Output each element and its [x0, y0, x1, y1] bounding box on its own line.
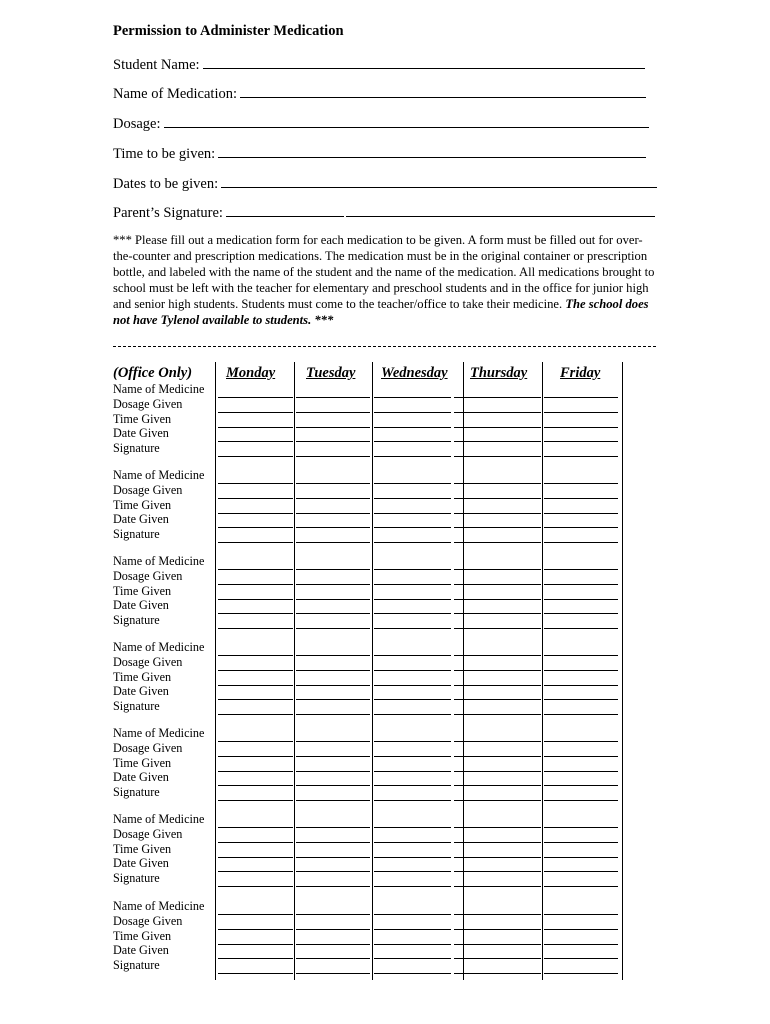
entry-line-thursday[interactable]: [454, 785, 541, 786]
time-given-field[interactable]: [113, 143, 646, 163]
entry-line-thursday[interactable]: [454, 741, 541, 742]
entry-line-thursday[interactable]: [454, 929, 541, 930]
entry-line-thursday[interactable]: [454, 886, 541, 887]
entry-line-friday[interactable]: [544, 584, 618, 585]
entry-line-friday[interactable]: [544, 827, 618, 828]
row-label-signature: Signature: [113, 958, 160, 973]
entry-line-tuesday[interactable]: [296, 714, 370, 715]
entry-line-monday[interactable]: [218, 483, 293, 484]
entry-line-wednesday[interactable]: [374, 412, 451, 413]
entry-line-thursday[interactable]: [454, 670, 541, 671]
entry-line-friday[interactable]: [544, 427, 618, 428]
entry-line-wednesday[interactable]: [374, 958, 451, 959]
entry-line-wednesday[interactable]: [374, 483, 451, 484]
entry-line-friday[interactable]: [544, 886, 618, 887]
entry-line-monday[interactable]: [218, 397, 293, 398]
row-label-dosage-given: Dosage Given: [113, 482, 183, 497]
entry-line-wednesday[interactable]: [374, 714, 451, 715]
dosage-field[interactable]: [113, 113, 649, 133]
entry-line-tuesday[interactable]: [296, 613, 370, 614]
row-label-time-given: Time Given: [113, 669, 172, 684]
entry-line-wednesday[interactable]: [374, 670, 451, 671]
entry-line-monday[interactable]: [218, 741, 293, 742]
entry-line-wednesday[interactable]: [374, 771, 451, 772]
entry-line-tuesday[interactable]: [296, 542, 370, 543]
entry-line-tuesday[interactable]: [296, 628, 370, 629]
row-label-name-of-medicine: Name of Medicine: [113, 554, 205, 568]
entry-line-thursday[interactable]: [454, 527, 541, 528]
entry-line-wednesday[interactable]: [374, 542, 451, 543]
entry-line-wednesday[interactable]: [374, 741, 451, 742]
row-label-signature: Signature: [113, 441, 160, 456]
entry-line-monday[interactable]: [218, 827, 293, 828]
entry-line-friday[interactable]: [544, 857, 618, 858]
row-label-signature: Signature: [113, 527, 160, 542]
entry-line-friday[interactable]: [544, 527, 618, 528]
entry-line-friday[interactable]: [544, 542, 618, 543]
row-label-dosage-given: Dosage Given: [113, 568, 183, 583]
entry-line-thursday[interactable]: [454, 857, 541, 858]
entry-line-friday[interactable]: [544, 785, 618, 786]
entry-line-friday[interactable]: [544, 441, 618, 442]
entry-line-tuesday[interactable]: [296, 944, 370, 945]
entry-line-monday[interactable]: [218, 670, 293, 671]
entry-line-friday[interactable]: [544, 498, 618, 499]
dosage-line[interactable]: [164, 113, 649, 128]
day-header-wednesday: Wednesday: [381, 365, 448, 381]
entry-line-wednesday[interactable]: [374, 842, 451, 843]
entry-line-monday[interactable]: [218, 886, 293, 887]
entry-line-tuesday[interactable]: [296, 741, 370, 742]
row-label-date-given: Date Given: [113, 512, 169, 527]
entry-line-wednesday[interactable]: [374, 441, 451, 442]
row-label-name-of-medicine: Name of Medicine: [113, 382, 205, 396]
entry-line-wednesday[interactable]: [374, 914, 451, 915]
entry-line-tuesday[interactable]: [296, 599, 370, 600]
row-label-date-given: Date Given: [113, 943, 169, 958]
entry-line-monday[interactable]: [218, 914, 293, 915]
entry-line-tuesday[interactable]: [296, 427, 370, 428]
entry-line-wednesday[interactable]: [374, 756, 451, 757]
entry-line-friday[interactable]: [544, 714, 618, 715]
student-name-line[interactable]: [203, 54, 645, 69]
row-label-date-given: Date Given: [113, 770, 169, 785]
medication-name-field[interactable]: [113, 83, 646, 103]
entry-line-thursday[interactable]: [454, 542, 541, 543]
row-label-name-of-medicine: Name of Medicine: [113, 899, 205, 913]
entry-line-friday[interactable]: [544, 513, 618, 514]
row-label-time-given: Time Given: [113, 755, 172, 770]
entry-line-thursday[interactable]: [454, 827, 541, 828]
entry-line-monday[interactable]: [218, 542, 293, 543]
entry-line-tuesday[interactable]: [296, 886, 370, 887]
entry-line-friday[interactable]: [544, 929, 618, 930]
entry-line-monday[interactable]: [218, 857, 293, 858]
entry-line-tuesday[interactable]: [296, 456, 370, 457]
entry-line-friday[interactable]: [544, 456, 618, 457]
row-label-date-given: Date Given: [113, 598, 169, 613]
column-divider: [463, 362, 464, 980]
entry-line-monday[interactable]: [218, 871, 293, 872]
entry-line-wednesday[interactable]: [374, 599, 451, 600]
entry-line-thursday[interactable]: [454, 914, 541, 915]
entry-line-thursday[interactable]: [454, 699, 541, 700]
medication-name-line[interactable]: [240, 83, 646, 98]
entry-line-thursday[interactable]: [454, 599, 541, 600]
student-name-label: Student Name:: [113, 57, 200, 73]
entry-line-wednesday[interactable]: [374, 655, 451, 656]
entry-line-wednesday[interactable]: [374, 886, 451, 887]
row-label-dosage-given: Dosage Given: [113, 740, 183, 755]
column-divider: [542, 362, 543, 980]
entry-line-monday[interactable]: [218, 655, 293, 656]
entry-line-tuesday[interactable]: [296, 483, 370, 484]
row-label-dosage-given: Dosage Given: [113, 654, 183, 669]
entry-line-tuesday[interactable]: [296, 670, 370, 671]
entry-line-thursday[interactable]: [454, 456, 541, 457]
entry-line-tuesday[interactable]: [296, 397, 370, 398]
entry-line-monday[interactable]: [218, 958, 293, 959]
dates-given-label: Dates to be given:: [113, 176, 219, 192]
entry-line-thursday[interactable]: [454, 771, 541, 772]
medication-name-label: Name of Medication:: [113, 86, 238, 102]
row-label-time-given: Time Given: [113, 497, 172, 512]
entry-line-tuesday[interactable]: [296, 412, 370, 413]
entry-line-friday[interactable]: [544, 914, 618, 915]
entry-line-wednesday[interactable]: [374, 569, 451, 570]
row-label-dosage-given: Dosage Given: [113, 913, 183, 928]
entry-line-wednesday[interactable]: [374, 584, 451, 585]
entry-line-wednesday[interactable]: [374, 397, 451, 398]
entry-line-wednesday[interactable]: [374, 613, 451, 614]
entry-line-friday[interactable]: [544, 670, 618, 671]
entry-line-wednesday[interactable]: [374, 699, 451, 700]
entry-line-tuesday[interactable]: [296, 929, 370, 930]
entry-line-monday[interactable]: [218, 756, 293, 757]
entry-line-tuesday[interactable]: [296, 958, 370, 959]
entry-line-wednesday[interactable]: [374, 929, 451, 930]
day-header-thursday: Thursday: [470, 365, 528, 381]
time-given-line[interactable]: [218, 143, 646, 158]
entry-line-friday[interactable]: [544, 756, 618, 757]
entry-line-tuesday[interactable]: [296, 800, 370, 801]
entry-line-monday[interactable]: [218, 613, 293, 614]
entry-line-wednesday[interactable]: [374, 527, 451, 528]
entry-line-wednesday[interactable]: [374, 513, 451, 514]
entry-line-wednesday[interactable]: [374, 871, 451, 872]
entry-line-tuesday[interactable]: [296, 756, 370, 757]
column-divider: [372, 362, 373, 980]
entry-line-tuesday[interactable]: [296, 441, 370, 442]
entry-line-monday[interactable]: [218, 412, 293, 413]
entry-line-monday[interactable]: [218, 685, 293, 686]
column-divider: [294, 362, 295, 980]
parent-signature-line-1[interactable]: [226, 202, 344, 217]
entry-line-monday[interactable]: [218, 973, 293, 974]
row-label-time-given: Time Given: [113, 928, 172, 943]
column-divider: [215, 362, 216, 980]
entry-line-monday[interactable]: [218, 441, 293, 442]
entry-line-thursday[interactable]: [454, 498, 541, 499]
row-label-name-of-medicine: Name of Medicine: [113, 468, 205, 482]
day-header-monday: Monday: [226, 365, 276, 381]
entry-line-monday[interactable]: [218, 628, 293, 629]
entry-line-friday[interactable]: [544, 655, 618, 656]
entry-line-thursday[interactable]: [454, 685, 541, 686]
row-label-dosage-given: Dosage Given: [113, 396, 183, 411]
entry-line-tuesday[interactable]: [296, 584, 370, 585]
entry-line-thursday[interactable]: [454, 513, 541, 514]
entry-line-monday[interactable]: [218, 714, 293, 715]
entry-line-thursday[interactable]: [454, 714, 541, 715]
entry-line-monday[interactable]: [218, 800, 293, 801]
entry-line-thursday[interactable]: [454, 973, 541, 974]
entry-line-monday[interactable]: [218, 944, 293, 945]
entry-line-friday[interactable]: [544, 613, 618, 614]
entry-line-friday[interactable]: [544, 483, 618, 484]
entry-line-tuesday[interactable]: [296, 569, 370, 570]
entry-line-friday[interactable]: [544, 412, 618, 413]
entry-line-friday[interactable]: [544, 628, 618, 629]
entry-line-thursday[interactable]: [454, 441, 541, 442]
dashed-divider: [113, 346, 656, 347]
parent-signature-label: Parent’s Signature:: [113, 205, 223, 221]
entry-line-friday[interactable]: [544, 599, 618, 600]
entry-line-thursday[interactable]: [454, 944, 541, 945]
entry-line-wednesday[interactable]: [374, 785, 451, 786]
row-label-name-of-medicine: Name of Medicine: [113, 726, 205, 740]
entry-line-thursday[interactable]: [454, 800, 541, 801]
entry-line-monday[interactable]: [218, 456, 293, 457]
entry-line-wednesday[interactable]: [374, 498, 451, 499]
entry-line-wednesday[interactable]: [374, 628, 451, 629]
entry-line-thursday[interactable]: [454, 397, 541, 398]
row-label-date-given: Date Given: [113, 426, 169, 441]
entry-line-tuesday[interactable]: [296, 655, 370, 656]
entry-line-thursday[interactable]: [454, 483, 541, 484]
entry-line-tuesday[interactable]: [296, 513, 370, 514]
entry-line-thursday[interactable]: [454, 871, 541, 872]
entry-line-monday[interactable]: [218, 584, 293, 585]
row-label-dosage-given: Dosage Given: [113, 826, 183, 841]
time-given-label: Time to be given:: [113, 146, 216, 162]
entry-line-thursday[interactable]: [454, 628, 541, 629]
entry-line-friday[interactable]: [544, 569, 618, 570]
entry-line-monday[interactable]: [218, 527, 293, 528]
form-title: Permission to Administer Medication: [113, 23, 344, 39]
entry-line-tuesday[interactable]: [296, 527, 370, 528]
entry-line-monday[interactable]: [218, 498, 293, 499]
entry-line-wednesday[interactable]: [374, 456, 451, 457]
entry-line-tuesday[interactable]: [296, 699, 370, 700]
row-label-date-given: Date Given: [113, 684, 169, 699]
row-label-name-of-medicine: Name of Medicine: [113, 812, 205, 826]
entry-line-wednesday[interactable]: [374, 944, 451, 945]
entry-line-thursday[interactable]: [454, 427, 541, 428]
entry-line-monday[interactable]: [218, 569, 293, 570]
row-label-time-given: Time Given: [113, 583, 172, 598]
dosage-label: Dosage:: [113, 116, 161, 132]
entry-line-monday[interactable]: [218, 771, 293, 772]
entry-line-friday[interactable]: [544, 973, 618, 974]
entry-line-monday[interactable]: [218, 785, 293, 786]
row-label-name-of-medicine: Name of Medicine: [113, 640, 205, 654]
entry-line-friday[interactable]: [544, 871, 618, 872]
entry-line-tuesday[interactable]: [296, 973, 370, 974]
entry-line-tuesday[interactable]: [296, 685, 370, 686]
row-label-time-given: Time Given: [113, 841, 172, 856]
row-label-signature: Signature: [113, 871, 160, 886]
entry-line-monday[interactable]: [218, 599, 293, 600]
entry-line-friday[interactable]: [544, 842, 618, 843]
entry-line-tuesday[interactable]: [296, 857, 370, 858]
entry-line-friday[interactable]: [544, 800, 618, 801]
day-header-tuesday: Tuesday: [306, 365, 356, 381]
entry-line-friday[interactable]: [544, 944, 618, 945]
entry-line-thursday[interactable]: [454, 756, 541, 757]
row-label-signature: Signature: [113, 785, 160, 800]
entry-line-wednesday[interactable]: [374, 973, 451, 974]
entry-line-wednesday[interactable]: [374, 685, 451, 686]
entry-line-wednesday[interactable]: [374, 427, 451, 428]
entry-line-monday[interactable]: [218, 699, 293, 700]
entry-line-thursday[interactable]: [454, 613, 541, 614]
entry-line-tuesday[interactable]: [296, 771, 370, 772]
row-label-time-given: Time Given: [113, 411, 172, 426]
entry-line-friday[interactable]: [544, 685, 618, 686]
entry-line-thursday[interactable]: [454, 842, 541, 843]
entry-line-tuesday[interactable]: [296, 498, 370, 499]
entry-line-wednesday[interactable]: [374, 857, 451, 858]
entry-line-friday[interactable]: [544, 771, 618, 772]
entry-line-friday[interactable]: [544, 397, 618, 398]
entry-line-tuesday[interactable]: [296, 842, 370, 843]
entry-line-friday[interactable]: [544, 741, 618, 742]
entry-line-tuesday[interactable]: [296, 785, 370, 786]
instructions-notice: [113, 232, 661, 329]
dates-given-line[interactable]: [221, 173, 657, 188]
tylenol-notice: The school does not have Tylenol available to students. ***: [113, 297, 649, 328]
entry-line-thursday[interactable]: [454, 958, 541, 959]
entry-line-thursday[interactable]: [454, 584, 541, 585]
office-only-heading: (Office Only): [113, 365, 193, 381]
entry-line-tuesday[interactable]: [296, 914, 370, 915]
entry-line-friday[interactable]: [544, 958, 618, 959]
entry-line-thursday[interactable]: [454, 569, 541, 570]
entry-line-monday[interactable]: [218, 929, 293, 930]
row-label-signature: Signature: [113, 699, 160, 714]
notice-text: *** Please fill out a medication form for each medication to be given. A form must be filled out for over-the-counter and prescription medications. The medication must be in the original container or prescription bottle, and labeled with the name of the student and the name of the medication. All medications brought to school must be left with the teacher for elementary and preschool students and in the office for junior high and senior high students. Students must come to the teacher/office to take their medicine.: [113, 233, 655, 312]
parent-signature-line-2[interactable]: [346, 202, 655, 217]
entry-line-monday[interactable]: [218, 513, 293, 514]
parent-signature-field[interactable]: [113, 202, 655, 222]
entry-line-friday[interactable]: [544, 699, 618, 700]
day-header-friday: Friday: [560, 365, 601, 381]
row-label-signature: Signature: [113, 613, 160, 628]
entry-line-thursday[interactable]: [454, 412, 541, 413]
dates-given-field[interactable]: [113, 173, 657, 193]
entry-line-monday[interactable]: [218, 427, 293, 428]
row-label-date-given: Date Given: [113, 856, 169, 871]
entry-line-wednesday[interactable]: [374, 827, 451, 828]
entry-line-thursday[interactable]: [454, 655, 541, 656]
entry-line-wednesday[interactable]: [374, 800, 451, 801]
entry-line-tuesday[interactable]: [296, 871, 370, 872]
entry-line-monday[interactable]: [218, 842, 293, 843]
entry-line-tuesday[interactable]: [296, 827, 370, 828]
student-name-field[interactable]: [113, 54, 645, 74]
column-divider: [622, 362, 623, 980]
